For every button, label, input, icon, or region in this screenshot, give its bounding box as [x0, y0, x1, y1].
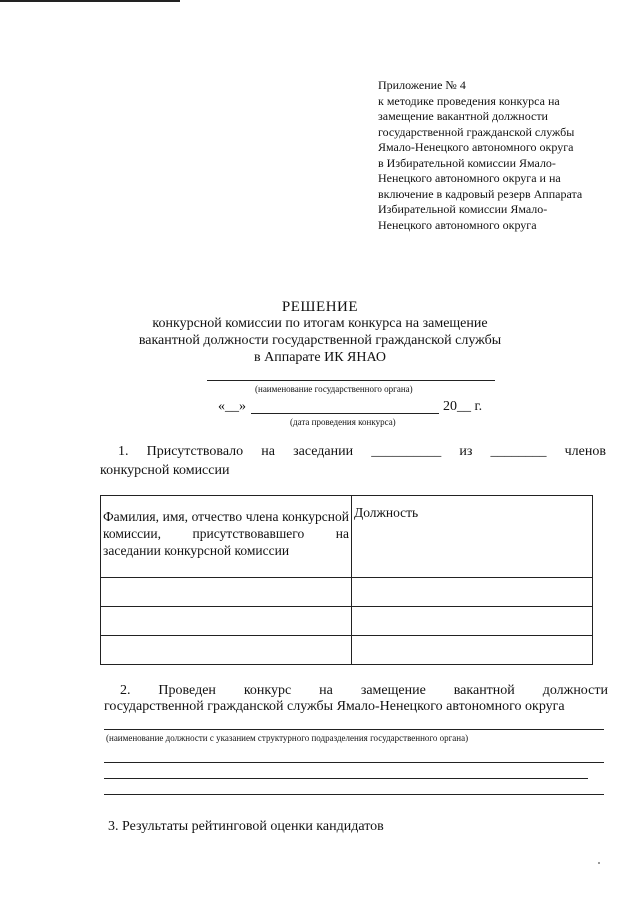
position-fill-line — [104, 729, 604, 730]
header-cell-position: Должность — [352, 496, 593, 578]
appendix-block — [378, 78, 628, 233]
position-caption: (наименование должности с указанием структурного подразделения государственного органа) — [106, 733, 469, 743]
appendix-line: Ненецкого автономного округа и на — [378, 171, 561, 185]
appendix-line: Избирательной комиссии Ямало- — [378, 202, 548, 216]
position-fill-line — [104, 778, 588, 779]
section1-line2: конкурсной комиссии — [100, 463, 230, 478]
section1-word: из — [459, 444, 473, 459]
date-caption: (дата проведения конкурса) — [290, 417, 396, 427]
table-row — [101, 578, 593, 607]
date-year: 20__ г. — [443, 399, 483, 414]
table-cell-fullname[interactable] — [101, 578, 352, 607]
table-cell-position[interactable] — [352, 636, 593, 665]
scan-speck — [598, 862, 600, 864]
table-row — [101, 607, 593, 636]
appendix-line: включение в кадровый резерв Аппарата — [378, 186, 583, 201]
subtitle-line: вакантной должности государственной гражданской службы — [138, 333, 502, 348]
position-fill-line — [104, 794, 604, 795]
appendix-line: к методике проведения конкурса на — [378, 93, 560, 108]
appendix-line: Ямало-Ненецкого автономного округа — [378, 140, 574, 154]
table-cell-position[interactable] — [352, 578, 593, 607]
section2-line2: государственной гражданской службы Ямало-Ненецкого автономного округа — [104, 699, 565, 714]
appendix-line: государственной гражданской службы — [378, 124, 575, 139]
section2-word: вакантной — [453, 683, 515, 698]
section1-word: заседании — [293, 444, 354, 459]
section2-number: 2. — [120, 683, 131, 698]
section2-word: замещение — [360, 683, 426, 698]
table-header-row — [101, 496, 593, 578]
section2-word: на — [319, 683, 333, 698]
section3-heading: 3. Результаты рейтинговой оценки кандидатов — [108, 819, 384, 834]
appendix-line: в Избирательной комиссии Ямало- — [378, 155, 556, 170]
document-title: РЕШЕНИЕ — [281, 299, 359, 315]
appendix-line: Приложение № 4 — [378, 78, 466, 92]
table-row — [101, 636, 593, 665]
appendix-line: замещение вакантной должности — [378, 109, 548, 123]
header-cell-fullname: Фамилия, имя, отчество члена конкурсной комиссии, присутствовавшего на заседании конкурсной комиссии — [101, 496, 352, 578]
section1-line1 — [118, 444, 606, 460]
total-count-blank: ________ — [490, 444, 547, 459]
appendix-line: Ненецкого автономного округа — [378, 217, 537, 232]
date-fill-line — [251, 413, 439, 414]
commission-members-table — [100, 495, 593, 665]
scan-artifact-line — [0, 0, 180, 2]
section1-number: 1. — [118, 444, 129, 459]
section1-word: Присутствовало — [146, 444, 244, 459]
table-cell-fullname[interactable] — [101, 607, 352, 636]
organ-fill-line — [207, 380, 495, 381]
subtitle-line: в Аппарате ИК ЯНАО — [253, 350, 387, 365]
subtitle-line: конкурсной комиссии по итогам конкурса на замещение — [152, 316, 488, 331]
table-cell-fullname[interactable] — [101, 636, 352, 665]
section1-word: на — [261, 444, 275, 459]
present-count-blank: __________ — [371, 444, 442, 459]
section2-line1 — [120, 683, 608, 699]
table-cell-position[interactable] — [352, 607, 593, 636]
date-day: «__» — [218, 399, 246, 414]
section2-word: должности — [542, 683, 608, 698]
section2-word: Проведен — [158, 683, 216, 698]
section2-word: конкурс — [243, 683, 292, 698]
organ-caption: (наименование государственного органа) — [255, 384, 413, 394]
position-fill-line — [104, 762, 604, 763]
section1-word: членов — [564, 444, 606, 459]
